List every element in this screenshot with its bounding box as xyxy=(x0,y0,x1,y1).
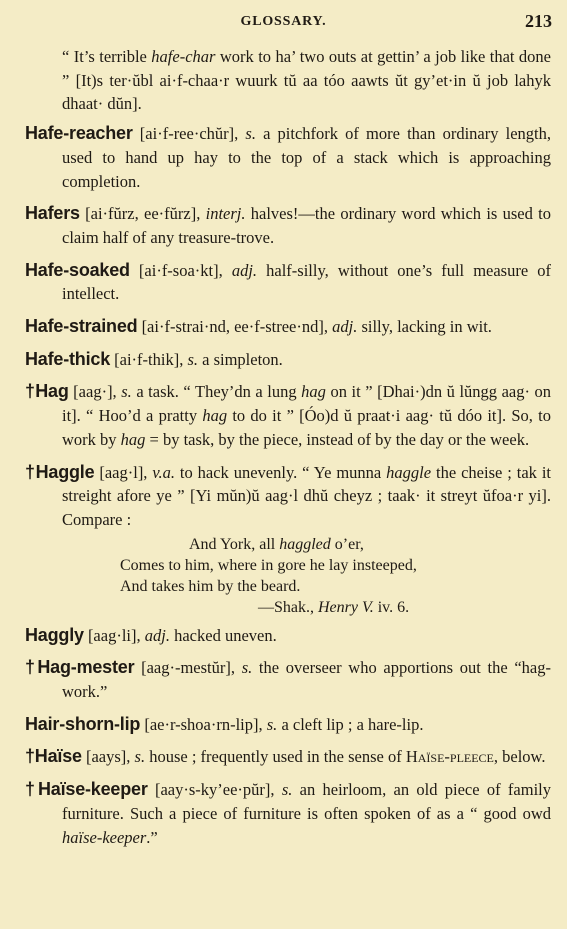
pronunciation: [ai·f-thik], xyxy=(110,349,188,369)
glossary-body xyxy=(25,45,551,858)
definition: = by task, by the piece, instead of by the day or the week. xyxy=(145,429,530,449)
pronunciation: [ai·fŭrz, ee·fŭrz], xyxy=(79,204,206,224)
pronunciation: [aay·s-ky’ee·pŭr], xyxy=(147,780,282,800)
definition: a cleft lip ; a hare-lip. xyxy=(277,714,424,734)
page-number: 213 xyxy=(525,11,552,31)
part-of-speech: s. xyxy=(241,658,253,678)
definition: to hack unevenly. “ Ye munna xyxy=(174,462,387,482)
definition: halves!—the ordinary word which is used to claim half of any treasure-trove. xyxy=(62,204,551,247)
definition: , below. xyxy=(493,747,546,767)
definition: a simpleton. xyxy=(198,349,283,369)
entry-italic: hag xyxy=(202,406,228,426)
entry-hafe-soaked xyxy=(25,259,551,306)
headword: †Hag-mester xyxy=(25,657,135,678)
headword: Haggly xyxy=(25,624,84,645)
definition: half-silly, without one’s full measure of intellect. xyxy=(62,260,551,304)
headword: Hafe-reacher xyxy=(25,123,133,144)
headword: Hair-shorn-lip xyxy=(25,713,141,734)
running-head: GLOSSARY. xyxy=(240,14,327,29)
pronunciation: [ai·f-ree·chŭr], xyxy=(132,124,246,144)
entry-hag-mester xyxy=(25,656,551,703)
entry-italic: haïse-keeper xyxy=(62,827,147,847)
headword: Hafe-strained xyxy=(25,316,138,337)
entry-hafe-thick xyxy=(25,348,551,372)
pronunciation: [aag·li], xyxy=(83,625,145,645)
entry-continuation xyxy=(25,45,551,116)
headword: Hafe-soaked xyxy=(25,259,130,280)
pronunciation: [aag·l], xyxy=(94,462,153,482)
pronunciation: [aays], xyxy=(81,747,135,767)
part-of-speech: s. xyxy=(134,747,146,767)
part-of-speech: s. xyxy=(281,780,293,800)
entry-haggly xyxy=(25,624,551,648)
entry-italic: haggle xyxy=(386,462,432,482)
definition: the overseer who apportions out the “hag-work.” xyxy=(62,658,551,702)
part-of-speech: s. xyxy=(121,382,132,402)
entry-italic: hafe-char xyxy=(151,47,216,66)
verse-citation: —Shak., Henry V. iv. 6. xyxy=(258,598,410,616)
headword: †Haïse-keeper xyxy=(25,779,148,800)
headword: Hafers xyxy=(25,203,80,224)
part-of-speech: s. xyxy=(187,349,199,369)
entry-text: “ It’s terrible xyxy=(62,47,152,66)
definition: silly, lacking in wit. xyxy=(357,317,492,337)
part-of-speech: v.a. xyxy=(152,462,175,482)
entry-hafers xyxy=(25,202,551,249)
entry-hafe-strained xyxy=(25,315,551,339)
headword: Hafe-thick xyxy=(25,348,111,369)
part-of-speech: adj. xyxy=(332,317,358,337)
headword: †Haggle xyxy=(25,461,95,482)
part-of-speech: adj. xyxy=(144,625,170,645)
part-of-speech: s. xyxy=(266,714,278,734)
entry-italic: hag xyxy=(120,429,146,449)
entry-hair-shorn-lip xyxy=(25,713,551,737)
definition: to do it ” [Óo)d ŭ praat·i aag· tŭ dóo it]. So, to work by xyxy=(62,406,551,449)
pronunciation: [aag·-mestŭr], xyxy=(134,658,242,678)
definition: on it ” [Dhai·)dn ŭ lŭngg aag· on it]. “ Hoo’d a pratty xyxy=(62,382,552,426)
definition: a pitchfork of more than ordinary length, used to hand up hay to the top of a stack which is approaching completion. xyxy=(62,124,552,191)
page-header xyxy=(0,10,567,36)
verse-line: And York, all haggled o’er, xyxy=(189,535,364,553)
verse-line: Comes to him, where in gore he lay insteeped, xyxy=(120,556,417,574)
entry-hag xyxy=(25,380,551,451)
cross-reference: Haïse-pleece xyxy=(405,747,494,767)
pronunciation: [ae·r-shoa·rn-lip], xyxy=(140,714,267,734)
definition: hacked uneven. xyxy=(169,625,277,645)
entry-text: work to ha’ two outs at gettin’ a job like that done ” [It)s ter·ŭbl ai·f-chaa·r wuurk tŭ aa tóo aawts ŭt gy’et·in ŭ job lahyk dhaat· dŭn]. xyxy=(62,47,552,114)
part-of-speech: adj. xyxy=(231,260,258,280)
headword: †Haïse xyxy=(25,746,82,767)
definition: the cheise ; tak it streight afore ye ” [Yi mŭn)ŭ aag·l dhŭ cheyz ; taak· it streyt ŭfoa·r yi]. Compare : xyxy=(62,462,551,529)
entry-haise xyxy=(25,745,551,769)
entry-haise-keeper xyxy=(25,778,551,849)
pronunciation: [ai·f-strai·nd, ee·f-stree·nd], xyxy=(137,317,333,337)
definition: a task. “ They’dn a lung xyxy=(131,382,302,402)
headword: †Hag xyxy=(25,381,69,402)
verse-quotation xyxy=(25,534,551,618)
entry-haggle xyxy=(25,461,551,532)
entry-hafe-reacher xyxy=(25,122,551,193)
part-of-speech: s. xyxy=(245,124,256,144)
definition: an heirloom, an old piece of family furniture. Such a piece of furniture is often spoken of as a “ good owd xyxy=(62,780,551,823)
definition: house ; frequently used in the sense of xyxy=(145,747,406,767)
pronunciation: [aag·], xyxy=(68,382,122,402)
entry-italic: hag xyxy=(301,382,326,402)
definition: .” xyxy=(146,827,158,847)
part-of-speech: interj. xyxy=(205,204,246,224)
verse-line: And takes him by the beard. xyxy=(120,577,301,595)
pronunciation: [ai·f-soa·kt], xyxy=(129,260,232,280)
